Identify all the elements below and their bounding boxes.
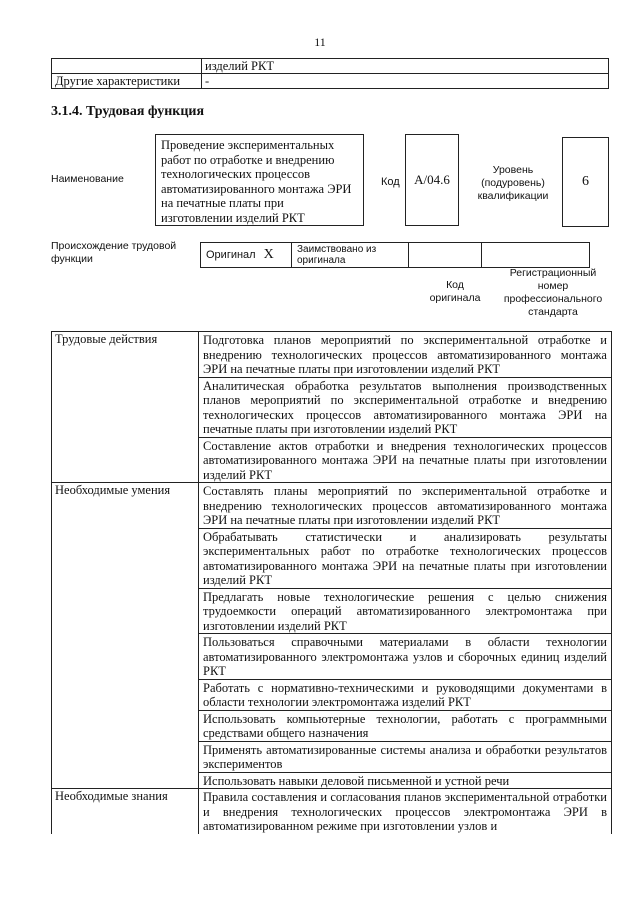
section-item: Правила составления и согласования планов экспериментальной отработки и внедрения технологических процессов электромонтажа ЭРИ в автоматизированном режиме при изготовлении узлов и (199, 789, 612, 834)
section-item: Аналитическая обработка результатов выполнения производственных планов мероприятий по экспериментальной отработке и внедрению технологических процессов автоматизированного монтажа ЭРИ на печатные платы при изготовлении изделий РКТ (199, 377, 612, 437)
reg-number-label: Регистрационный номер профессионального стандарта (503, 267, 603, 318)
section-category: Необходимые умения (52, 483, 199, 789)
original-label: Оригинал (206, 249, 256, 261)
section-item: Пользоваться справочными материалами в области технологии автоматизированного электромонтажа узлов и сборочных единиц изделий РКТ (199, 634, 612, 680)
section-item: Использовать навыки деловой письменной и устной речи (199, 772, 612, 789)
qualification-level-label: Уровень (подуровень) квалификации (477, 164, 549, 202)
original-mark: Х (263, 247, 274, 262)
section-category: Трудовые действия (52, 332, 199, 483)
name-label: Наименование (51, 173, 124, 185)
function-details-body (52, 332, 612, 834)
origin-table (200, 242, 590, 268)
qualification-level-box: 6 (562, 137, 609, 227)
origin-label-text: Происхождение трудовой функции (51, 240, 177, 265)
section-item: Работать с нормативно-техническими и руководящими документами в области технологии электромонтажа изделий РКТ (199, 679, 612, 710)
origin-label (51, 240, 186, 265)
original-cell (201, 243, 292, 268)
function-details-table (51, 331, 612, 834)
code-original-label: Код оригинала (429, 279, 481, 304)
code-label: Код (381, 176, 400, 188)
other-characteristics-table (51, 58, 609, 89)
section-title: 3.1.4. Трудовая функция (51, 104, 205, 119)
function-name-box: Проведение экспериментальных работ по отработке и внедрению технологических процессов автоматизированного монтажа ЭРИ на печатные платы при изготовлении изделий РКТ (155, 134, 364, 226)
section-item: Составлять планы мероприятий по экспериментальной отработке и внедрению технологических процессов автоматизированного монтажа ЭРИ на печатные платы при изготовлении изделий РКТ (199, 483, 612, 529)
code-box: А/04.6 (405, 134, 459, 226)
section-item: Предлагать новые технологические решения с целью снижения трудоемкости операций автоматизированного электромонтажа при изготовлении изделий РКТ (199, 588, 612, 634)
top-table-continued-text: изделий РКТ (202, 59, 609, 74)
top-table-empty-cell (52, 59, 202, 74)
page-number: 11 (314, 35, 326, 49)
other-characteristics-label: Другие характеристики (52, 74, 202, 89)
section-item: Использовать компьютерные технологии, работать с программными средствами общего назначения (199, 710, 612, 741)
borrowed-label: Заимствовано из оригинала (292, 243, 409, 268)
section-item: Подготовка планов мероприятий по экспериментальной отработке и внедрению технологических процессов автоматизированного монтажа ЭРИ на печатные платы при изготовлении изделий РКТ (199, 332, 612, 378)
other-characteristics-value: - (202, 74, 609, 89)
reg-number-cell (482, 243, 590, 268)
table-row (52, 789, 612, 834)
section-item: Применять автоматизированные системы анализа и обработки результатов экспериментов (199, 741, 612, 772)
code-original-cell (409, 243, 482, 268)
section-item: Обрабатывать статистически и анализировать результаты экспериментальных работ по отработке технологических процессов автоматизированного монтажа ЭРИ на печатные платы при изготовлении изделий РКТ (199, 528, 612, 588)
table-row (52, 332, 612, 378)
section-category: Необходимые знания (52, 789, 199, 834)
table-row (52, 483, 612, 529)
section-item: Составление актов отработки и внедрения технологических процессов автоматизированного монтажа ЭРИ на печатные платы при изготовлении изделий РКТ (199, 437, 612, 483)
